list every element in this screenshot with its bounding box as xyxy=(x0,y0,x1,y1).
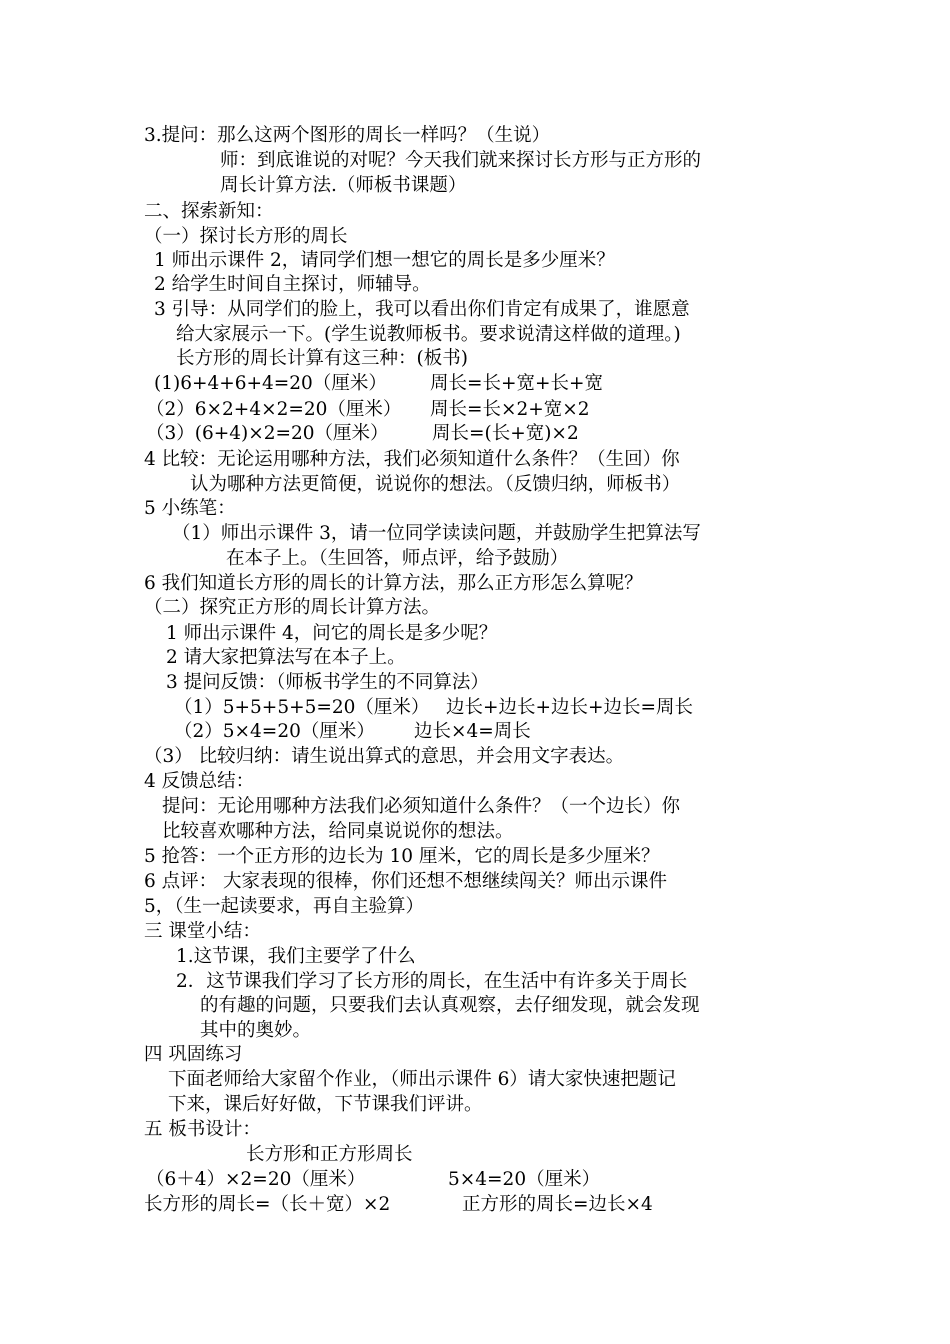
section-heading: 五 板书设计： xyxy=(144,1119,261,1140)
subsection-heading: （二）探究正方形的周长计算方法。 xyxy=(144,597,441,618)
formula-line: （6＋4）×2=20（厘米） xyxy=(146,1169,366,1190)
formula-line: 周长=(长+宽)×2 xyxy=(432,423,579,444)
text-line: 师：到底谁说的对呢？今天我们就来探讨长方形与正方形的 xyxy=(220,150,702,171)
formula-line: 正方形的周长=边长×4 xyxy=(462,1194,653,1215)
text-line: 下面老师给大家留个作业，（师出示课件 6）请大家快速把题记 xyxy=(168,1069,676,1090)
text-line: 1.这节课，我们主要学了什么 xyxy=(176,946,416,967)
text-line: 3 引导：从同学们的脸上，我可以看出你们肯定有成果了，谁愿意 xyxy=(154,299,690,320)
formula-line: 长方形的周长=（长＋宽）×2 xyxy=(144,1194,391,1215)
formula-line: 边长×4=周长 xyxy=(414,721,531,742)
text-line: 比较喜欢哪种方法，给同桌说说你的想法。 xyxy=(162,821,514,842)
text-line: 认为哪种方法更简便，说说你的想法。（反馈归纳，师板书） xyxy=(190,474,681,495)
text-line: 3.提问：那么这两个图形的周长一样吗？（生说） xyxy=(144,125,551,146)
text-line: 5 小练笔： xyxy=(144,498,236,519)
section-heading: 四 巩固练习 xyxy=(144,1044,243,1065)
text-line: 1 师出示课件 2，请同学们想一想它的周长是多少厘米？ xyxy=(154,250,615,271)
formula-line: （2）5×4=20（厘米） xyxy=(174,721,375,742)
text-line: 6 我们知道长方形的周长的计算方法，那么正方形怎么算呢？ xyxy=(144,573,643,594)
text-line: 在本子上。（生回答，师点评，给予鼓励） xyxy=(226,548,569,569)
text-line: 2 请大家把算法写在本子上。 xyxy=(166,647,406,668)
section-heading: 二、探索新知： xyxy=(144,201,274,222)
text-line: 2．这节课我们学习了长方形的周长，在生活中有许多关于周长 xyxy=(176,971,688,992)
text-line: 6 点评： 大家表现的很棒，你们还想不想继续闯关？师出示课件 xyxy=(144,871,668,892)
text-line: 5，（生一起读要求，再自主验算） xyxy=(144,896,425,917)
formula-line: 边长+边长+边长+边长=周长 xyxy=(446,697,694,718)
formula-line: (1)6+4+6+4=20（厘米） xyxy=(154,373,387,394)
section-heading: 三 课堂小结： xyxy=(144,921,261,942)
text-line: 其中的奥妙。 xyxy=(200,1020,312,1041)
text-line: 下来，课后好好做，下节课我们评讲。 xyxy=(168,1094,483,1115)
text-line: 3 提问反馈：（师板书学生的不同算法） xyxy=(166,672,489,693)
formula-line: 周长=长+宽+长+宽 xyxy=(430,373,604,394)
formula-line: 周长=长×2+宽×2 xyxy=(430,399,590,420)
formula-line: （3）(6+4)×2=20（厘米） xyxy=(146,423,389,444)
text-line: 1 师出示课件 4，问它的周长是多少呢？ xyxy=(166,623,498,644)
text-line: 提问：无论用哪种方法我们必须知道什么条件？（一个边长）你 xyxy=(162,796,681,817)
text-line: 4 反馈总结： xyxy=(144,771,255,792)
text-line: 长方形的周长计算有这三种：(板书) xyxy=(176,348,468,369)
board-title: 长方形和正方形周长 xyxy=(246,1144,413,1165)
text-line: 的有趣的问题，只要我们去认真观察，去仔细发现，就会发现 xyxy=(200,995,700,1016)
text-line: 5 抢答：一个正方形的边长为 10 厘米，它的周长是多少厘米？ xyxy=(144,846,660,867)
formula-line: （1）5+5+5+5=20（厘米） xyxy=(174,697,430,718)
formula-line: 5×4=20（厘米） xyxy=(448,1169,601,1190)
subsection-heading: （一）探讨长方形的周长 xyxy=(144,226,348,247)
formula-line: （2）6×2+4×2=20（厘米） xyxy=(146,399,402,420)
text-line: 给大家展示一下。(学生说教师板书。要求说清这样做的道理。) xyxy=(176,324,681,345)
text-line: 2 给学生时间自主探讨，师辅导。 xyxy=(154,274,431,295)
text-line: （1）师出示课件 3，请一位同学读读问题，并鼓励学生把算法写 xyxy=(172,523,701,544)
text-line: 周长计算方法.（师板书课题） xyxy=(220,175,467,196)
text-line: 4 比较：无论运用哪种方法，我们必须知道什么条件？（生回）你 xyxy=(144,449,680,470)
text-line: （3） 比较归纳：请生说出算式的意思，并会用文字表达。 xyxy=(144,746,625,767)
